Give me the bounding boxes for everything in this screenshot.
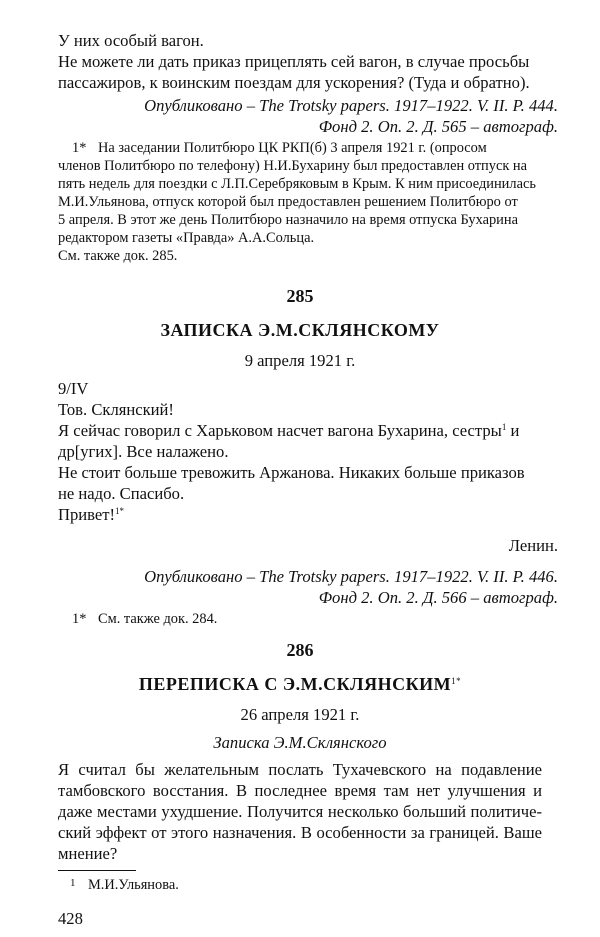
footnote-divider (58, 870, 136, 871)
footnote-line: См. также док. 285. (58, 248, 178, 264)
document-number: 285 (286, 286, 314, 306)
page-number: 428 (58, 909, 83, 928)
footnote-marker: 1* (72, 611, 87, 627)
text-span: и (506, 421, 520, 440)
dateline: 9/IV (58, 379, 89, 398)
text-line: Не можете ли дать приказ прицеплять сей вагон, в случае просьбы (58, 52, 530, 71)
footnote-marker: 1* (72, 140, 87, 156)
text-line: даже местами ухудшение. Получится несколько больший политиче- (58, 802, 542, 821)
text-line: пассажиров, к воинским поездам для ускорения? (Туда и обратно). (58, 73, 530, 92)
text-line: тамбовского восстания. В последнее время там нет улучшения и (58, 781, 542, 800)
text-line: Я считал бы желательным послать Тухачевского на подавление (58, 760, 542, 779)
footnote-line: редактором газеты «Правда» А.А.Сольца. (58, 230, 315, 246)
text-line: У них особый вагон. (58, 31, 204, 50)
footnote-line: 5 апреля. В этот же день Политбюро назначило на время отпуска Бухарина (58, 212, 518, 228)
footnote-line: пять недель для поездки с Л.П.Серебряковым в Крым. К ним присоединилась (58, 176, 536, 192)
text-line: ский эффект от этого назначения. В особенности за границей. Ваше (58, 823, 542, 842)
text-line: Не стоит больше тревожить Аржанова. Никаких больше приказов (58, 463, 525, 482)
footnote-ref: 1 (501, 422, 507, 432)
signature: Ленин. (508, 536, 558, 555)
footnote-line: На заседании Политбюро ЦК РКП(б) 3 апреля 1921 г. (опросом (98, 140, 487, 156)
archive-ref: Фонд 2. Оп. 2. Д. 565 – автограф. (318, 117, 558, 136)
footnote-ref: 1* (451, 676, 462, 686)
footnote-line: М.И.Ульянова. (88, 877, 179, 893)
footnote-line: членов Политбюро по телефону) Н.И.Бухарину был предоставлен отпуск на (58, 158, 528, 174)
archive-ref: Фонд 2. Оп. 2. Д. 566 – автограф. (318, 588, 558, 607)
document-title (0, 674, 600, 695)
text-span: Привет! (58, 505, 116, 524)
publication-ref: Опубликовано – The Trotsky papers. 1917–1922. V. II. P. 444. (144, 96, 558, 115)
document-number: 286 (286, 640, 314, 660)
footnote-line: М.И.Ульянова, отпуск которой был предоставлен решением Политбюро от (58, 194, 518, 210)
text-line: мнение? (58, 844, 118, 863)
text-line: не надо. Спасибо. (58, 484, 185, 503)
document-title: ЗАПИСКА Э.М.СКЛЯНСКОМУ (160, 320, 440, 340)
publication-ref: Опубликовано – The Trotsky papers. 1917–1922. V. II. P. 446. (144, 567, 558, 586)
text-line: др[угих]. Все налажено. (58, 442, 229, 461)
text-span: ПЕРЕПИСКА С Э.М.СКЛЯНСКИМ (138, 674, 452, 694)
text-span: Я сейчас говорил с Харьковом насчет вагона Бухарина, сестры (58, 421, 502, 440)
closing (58, 504, 124, 525)
document-subtitle: Записка Э.М.Склянского (213, 733, 387, 752)
text-line (58, 420, 519, 441)
document-date: 26 апреля 1921 г. (240, 705, 360, 724)
footnote-line: См. также док. 284. (98, 611, 218, 627)
greeting: Тов. Склянский! (58, 400, 174, 419)
footnote-marker: 1 (70, 877, 76, 889)
footnote-ref: 1* (115, 506, 125, 516)
document-date: 9 апреля 1921 г. (244, 351, 356, 370)
